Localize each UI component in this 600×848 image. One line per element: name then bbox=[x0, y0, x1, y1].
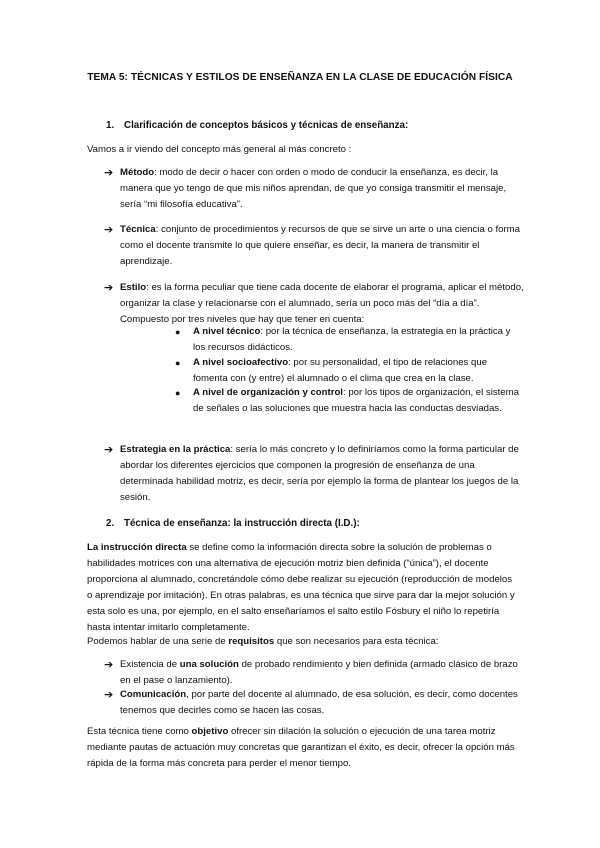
bullet-dot-icon: ● bbox=[175, 388, 181, 398]
document-title: TEMA 5: TÉCNICAS Y ESTILOS DE ENSEÑANZA EN LA CLASE DE EDUCACIÓN FÍSICA bbox=[87, 72, 513, 83]
level-term: A nivel de organización y control bbox=[193, 387, 343, 398]
bullet-text: : conjunto de procedimientos y recursos de que se sirve un arte o una ciencia o forma como el docente transmite lo que quiere enseñar, es decir, la manera de transmitir el aprendizaje. bbox=[120, 224, 520, 267]
requirement-term: una solución bbox=[179, 659, 239, 670]
bullet-text: : sería lo más concreto y lo definiríamos como la forma particular de abordar los diferentes ejercicios que componen la progresión de enseñanza de una determinada habilidad motriz, es decir, sería por ejemplo la forma de plantear los juegos de la sesión. bbox=[120, 444, 519, 503]
arrow-icon: ➔ bbox=[104, 444, 114, 456]
paragraph-term: requisitos bbox=[228, 636, 275, 647]
bullet-dot-icon: ● bbox=[175, 327, 181, 337]
bullet-term: Estrategia en la práctica bbox=[120, 444, 231, 455]
level-socioafectivo bbox=[175, 355, 520, 387]
paragraph-term: La instrucción directa bbox=[87, 542, 187, 553]
section-2-heading-rest: : la instrucción directa (I.D.): bbox=[227, 518, 360, 529]
bullet-term: Método bbox=[120, 167, 155, 178]
section-2-heading-term: Técnica de enseñanza bbox=[124, 518, 228, 529]
bullet-estrategia bbox=[104, 442, 524, 506]
bullet-term: Técnica bbox=[120, 224, 156, 235]
level-term: A nivel técnico bbox=[193, 326, 261, 337]
paragraph-text: Podemos hablar de una serie de bbox=[87, 636, 229, 647]
paragraph-text: ofrecer sin dilación la solución o ejecución de una tarea motriz mediante pautas de actuación muy concretas que garantizan el éxito, es decir, ofrecer la opción más rápida de la forma más concreta para perder el menor tiempo. bbox=[87, 726, 515, 769]
requirement-text: , por parte del docente al alumnado, de esa solución, es decir, como docentes tenemos que decirles como se hacen las cosas. bbox=[120, 689, 518, 716]
bullet-text: : modo de decir o hacer con orden o modo de conducir la enseñanza, es decir, la manera que yo tengo de que mis niños aprendan, de que yo consiga transmitir el mensaje, sería “mi filosofía educativa”. bbox=[120, 167, 507, 210]
level-organizacion bbox=[175, 385, 520, 417]
section-1-heading bbox=[106, 118, 408, 134]
paragraph-text: que son necesarios para esta técnica: bbox=[274, 636, 439, 647]
arrow-icon: ➔ bbox=[104, 659, 114, 671]
level-text: : por su personalidad, el tipo de relaciones que fomenta con (y entre) el alumnado o el clima que crea en la clase. bbox=[193, 357, 488, 384]
bullet-tecnica bbox=[104, 222, 524, 270]
paragraph-term: objetivo bbox=[191, 726, 229, 737]
section-2-number: 2. bbox=[106, 518, 115, 529]
bullet-estilo bbox=[104, 280, 524, 328]
section-1-heading-text: Clarificación de conceptos básicos y técnicas de enseñanza: bbox=[124, 120, 409, 131]
section-1-number: 1. bbox=[106, 120, 115, 131]
paragraph-text: Esta técnica tiene como bbox=[87, 726, 192, 737]
paragraph-text: se define como la información directa sobre la solución de problemas o habilidades motrices con una alternativa de ejecución motriz bien definida (“única”), el docente proporciona al alumnado, concretándole cómo debe realizar su ejecución (reproducción de modelos o aprendizaje por imitación). En otras palabras, es una técnica que sirve para dar la mejor solución y esta solo es una, por ejemplo, en el salto enseñaríamos el salto estilo Fósbury el niño lo repetiría hasta intentar imitarlo completamente. bbox=[87, 542, 515, 633]
arrow-icon: ➔ bbox=[104, 689, 114, 701]
requirement-comunicacion bbox=[104, 687, 522, 719]
requirement-pre: Existencia de bbox=[120, 659, 180, 670]
requirement-text: de probado rendimiento y bien definida (armado clásico de brazo en el pase o lanzamiento). bbox=[120, 659, 518, 686]
requirement-term: Comunicación bbox=[120, 689, 187, 700]
section-2-heading bbox=[106, 516, 360, 532]
level-term: A nivel socioafectivo bbox=[193, 357, 289, 368]
section-2-paragraph-3 bbox=[87, 724, 519, 772]
bullet-dot-icon: ● bbox=[175, 358, 181, 368]
requirement-solucion bbox=[104, 657, 522, 689]
bullet-term: Estilo bbox=[120, 282, 147, 293]
level-tecnico bbox=[175, 324, 520, 356]
section-2-paragraph-2 bbox=[87, 634, 519, 650]
bullet-text: : es la forma peculiar que tiene cada docente de elaborar el programa, aplicar el método, organizar la clase y relacionarse con el alumnado, sería un poco más del “día a día”. Compuesto por tres niveles que hay que tener en cuenta: bbox=[120, 282, 524, 325]
bullet-metodo bbox=[104, 165, 524, 213]
section-2-paragraph-1 bbox=[87, 540, 519, 636]
arrow-icon: ➔ bbox=[104, 224, 114, 236]
section-1-intro: Vamos a ir viendo del concepto más general al más concreto : bbox=[87, 144, 352, 155]
arrow-icon: ➔ bbox=[104, 167, 114, 179]
arrow-icon: ➔ bbox=[104, 282, 114, 294]
level-text: : por la técnica de enseñanza, la estrategia en la práctica y los recursos didácticos. bbox=[193, 326, 511, 353]
level-text: : por los tipos de organización, el sistema de señales o las soluciones que muestra hacia las conductas desviadas. bbox=[193, 387, 519, 414]
